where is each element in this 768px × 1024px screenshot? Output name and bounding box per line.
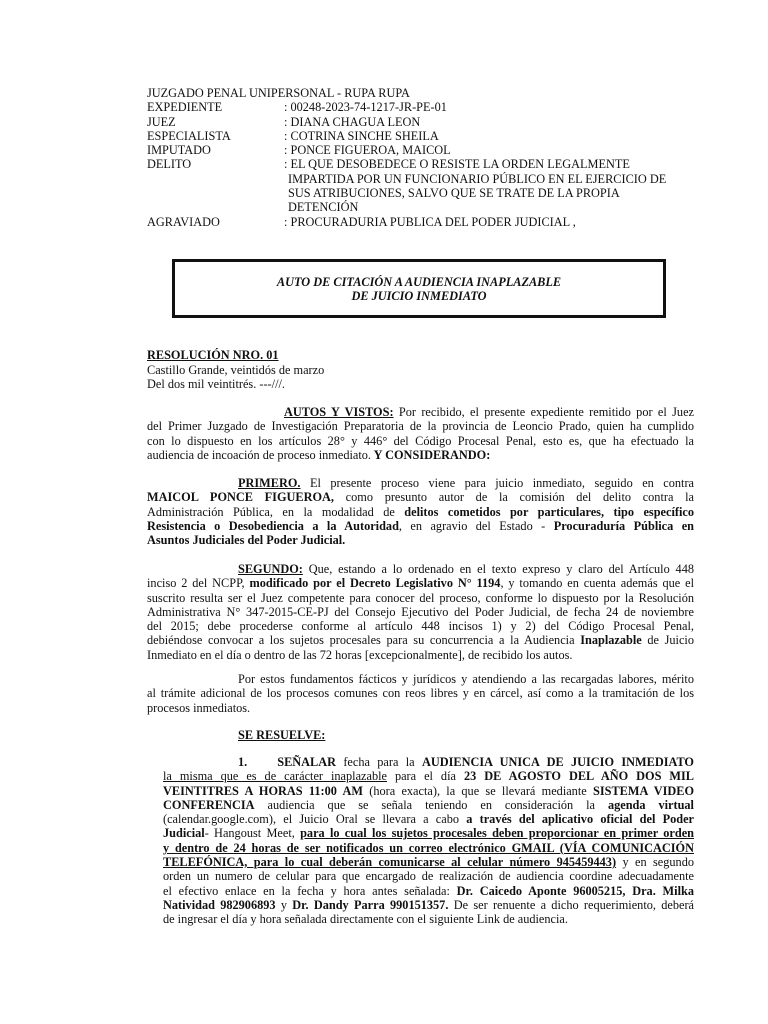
header-label: AGRAVIADO: [147, 214, 220, 229]
primero-heading: PRIMERO.: [238, 476, 301, 490]
title-line-2: DE JUICIO INMEDIATO: [351, 288, 487, 303]
segundo-paragraph: SEGUNDO: Que, estando a lo ordenado en el texto expreso y claro del Artículo 448 inciso 2 del NCPP, modificado por el Decreto Legislativo N° 1194, y tomando en cuenta además que el suscrito resulta ser el Juez competente para conocer del proceso, conforme lo dispuesto por la Resolución Administrativa N° 347-2015-CE-PJ del Consejo Ejecutivo del Poder Judicial, de fecha 24 de noviembre del 2015; debe procederse conforme al artículo 448 incisos 1) y 2) del Código Procesal Penal, debiéndose convocar a los sujetos procesales para su concurrencia a la Audiencia Inaplazable de Juicio Inmediato en el día o dentro de las 72 horas [excepcionalmente], de recibido los autos.: [147, 562, 694, 662]
segundo-heading: SEGUNDO:: [238, 562, 303, 576]
header-value: : EL QUE DESOBEDECE O RESISTE LA ORDEN LEGALMENTE IMPARTIDA POR UN FUNCIONARIO PÚBLICO EN EL EJERCICIO DE SUS ATRIBUCIONES, SALVO QUE SE TRATE DE LA PROPIA DETENCIÓN: [284, 157, 667, 215]
resolution-block: [147, 348, 707, 392]
se-resuelve-heading: SE RESUELVE:: [238, 728, 326, 742]
header-value: : DIANA CHAGUA LEON: [284, 114, 421, 129]
header-row-agraviado: [147, 215, 707, 229]
header-value: : PROCURADURIA PUBLICA DEL PODER JUDICIAL ,: [284, 214, 576, 229]
resuelve-item-1: 1. SEÑALAR fecha para la AUDIENCIA UNICA DE JUICIO INMEDIATO la misma que es de carácter inaplazable para el día 23 DE AGOSTO DEL AÑO DOS MIL VEINTITRES A HORAS 11:00 AM (hora exacta), la que se llevará mediante SISTEMA VIDEO CONFERENCIA audiencia que se señala teniendo en consideración la agenda virtual (calendar.google.com), el Juicio Oral se llevara a cabo a través del aplicativo oficial del Poder Judicial- Hangoust Meet, para lo cual los sujetos procesales deben proporcionar en primer orden y dentro de 24 horas de ser notificados un correo electrónico GMAIL (VÍA COMUNICACIÓN TELEFÓNICA, para lo cual deberán comunicarse al celular número 945459443) y en segundo orden un numero de celular para que encargado de realización de audiencia coordine adecuadamente el efectivo enlace en la fecha y hora antes señalada: Dr. Caicedo Aponte 96005215, Dra. Milka Natividad 982906893 y Dr. Dandy Parra 990151357. De ser renuente a dicho requerimiento, deberá de ingresar el día y hora señalada directamente con el siguiente Link de audiencia.: [163, 755, 695, 927]
fundamentos-paragraph: Por estos fundamentos fácticos y jurídicos y atendiendo a las recargadas labores, mérito al trámite adicional de los procesos comunes con reos libres y en cárcel, así como a la tramitación de los procesos inmediatos.: [147, 672, 694, 715]
header-row-juez: [147, 115, 707, 129]
resuelve-number: 1.: [238, 755, 248, 769]
court-name: JUZGADO PENAL UNIPERSONAL - RUPA RUPA: [147, 86, 410, 100]
header-label: DELITO: [147, 157, 192, 172]
header-label: JUEZ: [147, 114, 176, 129]
header-label: IMPUTADO: [147, 143, 211, 158]
autos-heading: AUTOS Y VISTOS:: [284, 405, 394, 419]
header-row-especialista: [147, 129, 707, 143]
header-row-imputado: [147, 143, 707, 157]
resolution-year: Del dos mil veintitrés. ---///.: [147, 377, 285, 391]
header-value: : COTRINA SINCHE SHEILA: [284, 128, 439, 143]
header-row-expediente: [147, 100, 707, 114]
header-row-delito: [147, 157, 707, 214]
se-resuelve-block: [147, 728, 694, 742]
primero-paragraph: PRIMERO. El presente proceso viene para juicio inmediato, seguido en contra MAICOL PONCE FIGUEROA, como presunto autor de la comisión del delito contra la Administración Pública, en la modalidad de delitos cometidos por particulares, tipo específico Resistencia o Desobediencia a la Autoridad, en agravio del Estado - Procuraduría Pública en Asuntos Judiciales del Poder Judicial.: [147, 476, 695, 548]
header-label: ESPECIALISTA: [147, 128, 231, 143]
header-value: : 00248-2023-74-1217-JR-PE-01: [284, 100, 447, 115]
title-line-1: AUTO DE CITACIÓN A AUDIENCIA INAPLAZABLE: [276, 274, 562, 289]
resolution-place-date: Castillo Grande, veintidós de marzo: [147, 362, 325, 377]
header-value: : PONCE FIGUEROA, MAICOL: [284, 143, 451, 158]
autos-paragraph: AUTOS Y VISTOS: Por recibido, el presente expediente remitido por el Juez del Primer Juzgado de Investigación Preparatoria de la provincia de Leoncio Prado, quien ha cumplido con lo dispuesto en los artículos 28° y 446° del Código Procesal Penal, esto es, que ha efectuado la audiencia de incoación de proceso inmediato. Y CONSIDERANDO:: [147, 405, 694, 462]
case-header: [147, 86, 707, 229]
resolution-heading: RESOLUCIÓN NRO. 01: [147, 348, 279, 362]
title-box: [172, 259, 666, 318]
header-label: EXPEDIENTE: [147, 100, 223, 115]
